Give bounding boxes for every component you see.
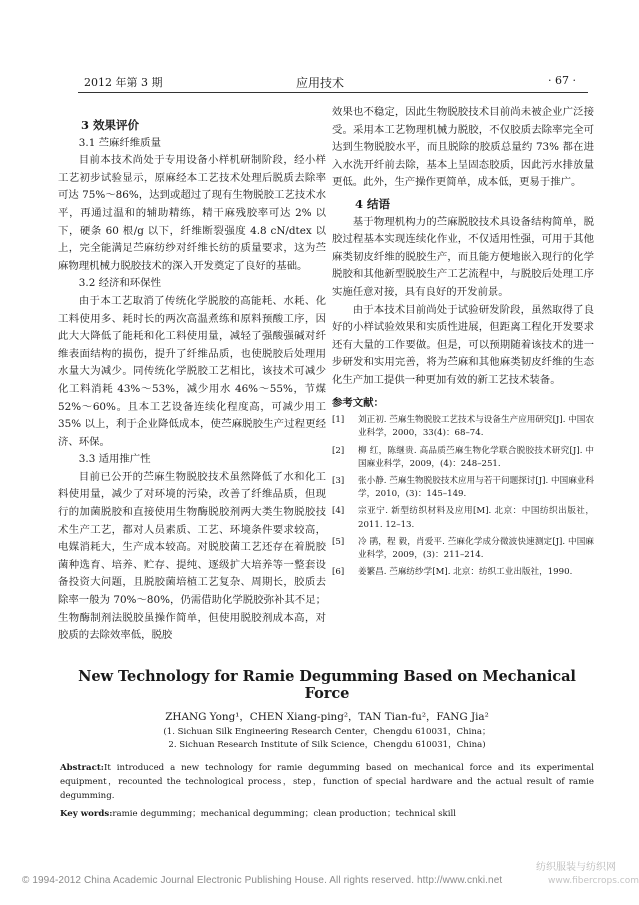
reference-number: [6]	[332, 567, 345, 578]
header-rule	[78, 92, 588, 93]
reference-item	[332, 445, 594, 471]
reference-text: 冷 鹃，程 毅，肖爱平. 苎麻化学成分微波快速测定[J]. 中国麻业科学，2009，(3)：211–214.	[358, 536, 594, 560]
watermark-text: 纺织服装与纺织网	[536, 862, 616, 873]
section-3-title: 3 效果评价	[81, 118, 140, 132]
section-4-title: 4 结语	[355, 196, 391, 211]
reference-number: [5]	[332, 536, 345, 547]
reference-item	[332, 505, 594, 531]
paragraph-4-1: 基于物理机构力的苎麻脱胶技术具设备结构简单，脱胶过程基本实现连续化作业，不仅适用性强，可用于其他麻类韧皮纤维的脱胶生产，而且能方便地嵌入现行的化学脱胶和其他新型脱胶生产工艺流程中，与脱胶后处理工序实施任意对接，具有良好的开发前景。	[332, 215, 594, 298]
abstract-label: Abstract:	[60, 763, 104, 773]
english-keywords	[60, 807, 594, 821]
subsection-3-1-title: 3.1 苎麻纤维质量	[78, 136, 161, 149]
header-section: 应用技术	[296, 76, 345, 90]
english-abstract	[60, 761, 594, 803]
header-page-number: · 67 ·	[548, 74, 576, 87]
english-title: New Technology for Ramie Degumming Based on Mechanical Force	[78, 668, 576, 702]
reference-text: 姜繁昌. 苎麻纺纱学[M]. 北京：纺织工业出版社，1990.	[358, 567, 573, 578]
reference-text: 柳 红，陈继贵. 高品质苎麻生物化学联合脱胶技术研究[J]. 中国麻业科学，2009，(4)：248–251.	[358, 445, 594, 469]
english-affiliation-1: (1. Sichuan Silk Engineering Research Center，Chengdu 610031，China；	[163, 727, 491, 737]
header-issue: 2012 年第 3 期	[84, 76, 163, 89]
right-column	[332, 104, 594, 583]
reference-item	[332, 536, 594, 562]
reference-item	[332, 414, 594, 440]
subsection-3-2-title: 3.2 经济和环保性	[78, 277, 161, 290]
copyright-footer: © 1994-2012 China Academic Journal Electronic Publishing House. All rights reserved. http://www.cnki.net	[22, 875, 503, 886]
abstract-text: It introduced a new technology for ramie degumming based on mechanical force and its experimental equipment，recounted the technological process，step，function of special hardware and the actual result of ramie degumming.	[60, 763, 594, 801]
english-abstract-block	[60, 668, 594, 821]
paragraph-3-2: 由于本工艺取消了传统化学脱胶的高能耗、水耗、化工料使用多、耗时长的两次高温煮练和原料预酸工序，因此大大降低了能耗和化工料使用量，减轻了强酸强碱对纤维表面结构的损伤，提升了纤维品质，也使脱胶后处理用水量大为减少。同传统化学脱胶工艺相比，该技术可减少化工料消耗 43%～53%，减少用水 46%～55%，节煤 52%～60%。且本工艺设备连续化程度高，可减少用工 35% 以上，利于企业降低成本，使苎麻脱胶生产过程更经济、环保。	[58, 294, 326, 448]
watermark-url: www.fibercrops.com	[548, 876, 639, 886]
reference-item	[332, 566, 594, 579]
paragraph-3-1: 目前本技术尚处于专用设备小样机研制阶段，经小样工艺初步试验显示，原麻经本工艺技术处理后脱质去除率可达 75%～86%，达到或超过了现有生物脱胶工艺技术水平，再通过温和的辅助精练，精干麻残胶率可达 2% 以下，硬条 60 根/g 以下，纤维断裂强度 4.8 cN/dtex 以上，完全能满足苎麻纺纱对纤维长纺的质量要求，这为苎麻物理机械力脱胶技术的深入开发奠定了良好的基础。	[58, 154, 326, 272]
reference-list	[332, 414, 594, 579]
references-heading: 参考文献：	[332, 396, 384, 409]
keywords-text: ramie degumming；mechanical degumming；clean production；technical skill	[112, 809, 456, 819]
paragraph-3-3: 目前已公开的苎麻生物脱胶技术虽然降低了水和化工料使用量，减少了对环境的污染，改善了纤维品质，但现行的加菌脱胶和直接使用生物酶脱胶剂两大类生物脱胶技术生产工艺，都对人员素质、工艺、环境条件要求较高，电媒消耗大，生产成本较高。对脱胶菌工艺还存在着脱胶菌种选育、培养、贮存、提纯、逐级扩大培养等一整套设备投资大问题，且脱胶菌培植工艺复杂、周期长，胶质去除率一般为 70%～80%，仍需借助化学脱胶弥补其不足；生物酶制剂法脱胶虽操作简单，但使用脱胶剂成本高，对胶质的去除效率低，脱胶	[58, 470, 326, 642]
paragraph-4-2: 由于本技术目前尚处于试验研发阶段，虽然取得了良好的小样试验效果和实质性进展，但距离工程化开发要求还有大量的工作要做。但是，可以预期随着该技术的进一步研发和实用完善，将为苎麻和其他麻类韧皮纤维的生态化生产加工提供一种更加有效的新工艺技术装备。	[332, 303, 594, 386]
keywords-label: Key words:	[60, 809, 113, 819]
subsection-3-3-title: 3.3 适用推广性	[78, 453, 151, 466]
reference-number: [4]	[332, 506, 345, 517]
paragraph-3-3-continued: 效果也不稳定，因此生物脱胶技术目前尚未被企业广泛接受。采用本工艺物理机械力脱胶，不仅胶质去除率完全可达到生物脱胶水平，而且脱除的胶质总量约 73% 都在进入水洗开纤前去除，基本上呈固态胶质，因此污水排放量更低。此外，生产操作更简单，成本低，更易于推广。	[332, 106, 594, 189]
reference-text: 张小静. 苎麻生物脱胶技术应用与若干问题探讨[J]. 中国麻业科学，2010，(3)：145–149.	[358, 475, 594, 500]
english-authors: ZHANG Yong¹，CHEN Xiang-ping²，TAN Tian-fu²，FANG Jia²	[165, 711, 489, 723]
reference-text: 宗亚宁. 新型纺织材料及应用[M]. 北京：中国纺织出版社，2011. 12–13.	[358, 506, 594, 530]
reference-text: 刘正初. 苎麻生物脱胶工艺技术与设备生产应用研究[J]. 中国农业科学，2000，33(4)：68–74.	[358, 415, 594, 439]
reference-number: [1]	[332, 415, 345, 426]
reference-number: [3]	[332, 475, 345, 486]
english-affiliation-2: 2. Sichuan Research Institute of Silk Science，Chengdu 610031，China)	[168, 740, 486, 750]
left-column	[58, 117, 326, 645]
reference-number: [2]	[332, 445, 345, 456]
reference-item	[332, 475, 594, 501]
